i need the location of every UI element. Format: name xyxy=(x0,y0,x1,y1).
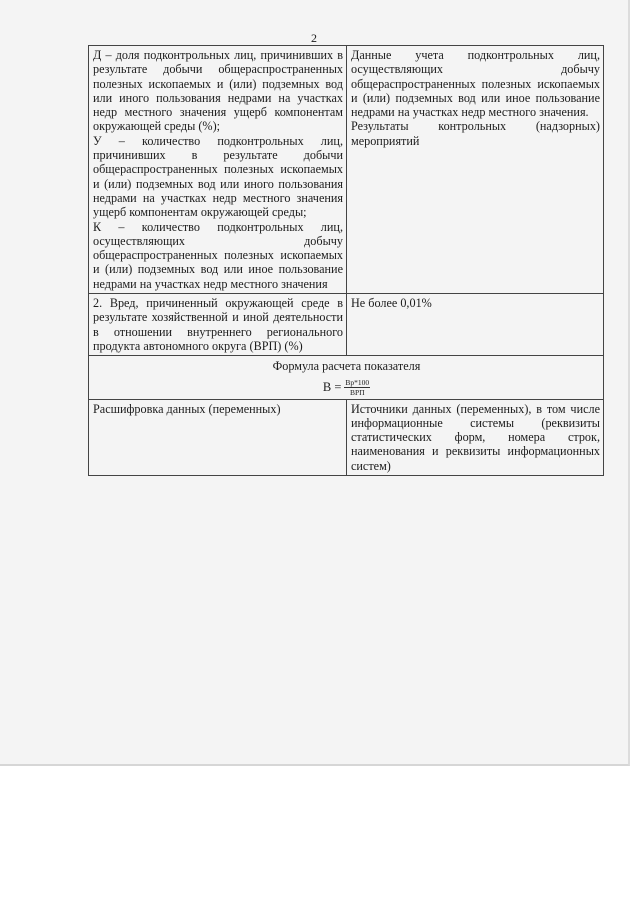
indicator-name: 2. Вред, причиненный окружающей среде в результате хозяйственной и иной деятельности в отношении внутреннего регионального продукта автономного округа (ВРП) (%) xyxy=(93,296,343,353)
indicator-name-cell xyxy=(89,294,347,356)
variable-u-definition: У – количество подконтрольных лиц, причинивших в результате добычи общераспространенных полезных ископаемых и (или) подземных вод или иного пользования недрами на участках недр местного значения ущерб компонентам окружающей среды; xyxy=(93,133,343,220)
source-accounting-data: Данные учета подконтрольных лиц, осуществляющих добычу общераспространенных полезных ископаемых и (или) подземных вод или иное пользование недрами на участках недр местного значения. xyxy=(351,48,600,120)
formula-denominator: ВРП xyxy=(349,387,365,397)
formula-title: Формула расчета показателя xyxy=(272,359,421,374)
decoding-header: Расшифровка данных (переменных) xyxy=(93,401,281,416)
formula-fraction xyxy=(344,378,370,397)
sources-header-cell xyxy=(347,399,604,475)
sources-cell xyxy=(347,46,604,294)
sources-header: Источники данных (переменных), в том числе информационные системы (реквизиты статистических форм, номера строк, наименования и реквизиты информационных систем) xyxy=(351,401,600,473)
decoding-header-cell xyxy=(89,399,347,475)
formula-numerator: Вр*100 xyxy=(345,377,370,387)
table-row xyxy=(89,294,604,356)
source-control-results: Результаты контрольных (надзорных) мероприятий xyxy=(351,119,600,148)
formula-cell xyxy=(89,356,604,399)
variable-k-definition: К – количество подконтрольных лиц, осуществляющих добычу общераспространенных полезных ископаемых и (или) подземных вод или иное пользование недрами на участках недр местного значения xyxy=(93,219,343,291)
target-value: Не более 0,01% xyxy=(351,296,432,311)
formula xyxy=(93,378,600,397)
table-row xyxy=(89,356,604,399)
formula-lhs: В = xyxy=(322,379,342,394)
indicator-table xyxy=(88,45,604,476)
table-row xyxy=(89,399,604,475)
page-number: 2 xyxy=(311,31,317,45)
variable-d-definition: Д – доля подконтрольных лиц, причинивших в результате добычи общераспространенных полезных ископаемых и (или) подземных вод или иного пользования недрами на участках недр местного значения ущерб компонентам окружающей среды (%); xyxy=(93,48,343,134)
variables-cell xyxy=(89,46,347,294)
table-row xyxy=(89,46,604,294)
target-value-cell xyxy=(347,294,604,356)
